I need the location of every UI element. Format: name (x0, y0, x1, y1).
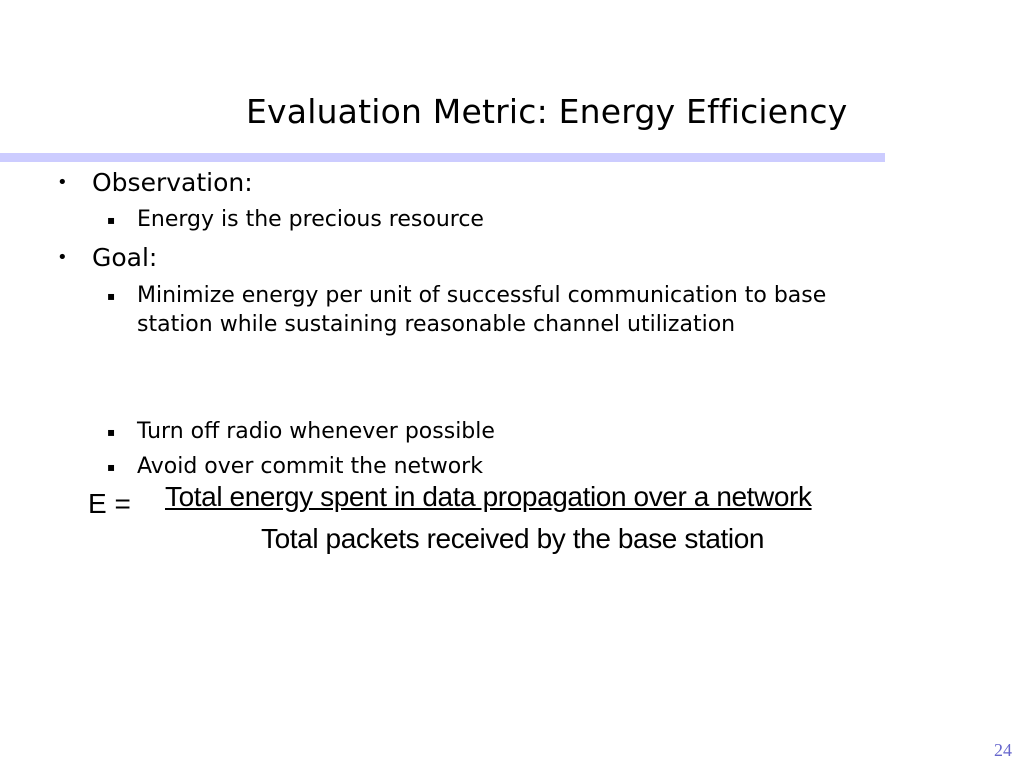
square-bullet-icon: ▪ (107, 289, 116, 303)
square-bullet-icon: ▪ (107, 460, 116, 474)
page-number: 24 (994, 740, 1012, 760)
sub-bullet-text: Energy is the precious resource (137, 207, 484, 232)
bullet-dot-icon: • (57, 172, 68, 193)
formula-numerator: Total energy spent in data propagation over a network (165, 481, 812, 512)
bullet-text: Observation: (92, 168, 253, 197)
sub-bullet-text-line2: station while sustaining reasonable channel utilization (137, 312, 736, 337)
bullet-text: Goal: (92, 243, 158, 272)
slide-title: Evaluation Metric: Energy Efficiency (246, 92, 848, 131)
square-bullet-icon: ▪ (107, 425, 116, 439)
square-bullet-icon: ▪ (107, 213, 116, 227)
sub-bullet-text-line1: Minimize energy per unit of successful communication to base (137, 283, 827, 308)
sub-bullet-text: Avoid over commit the network (137, 454, 483, 479)
bullet-dot-icon: • (57, 247, 68, 268)
sub-bullet-text: Turn off radio whenever possible (137, 419, 495, 444)
formula-denominator: Total packets received by the base station (261, 523, 765, 554)
title-divider (0, 153, 885, 162)
formula-lhs: E = (88, 488, 131, 519)
